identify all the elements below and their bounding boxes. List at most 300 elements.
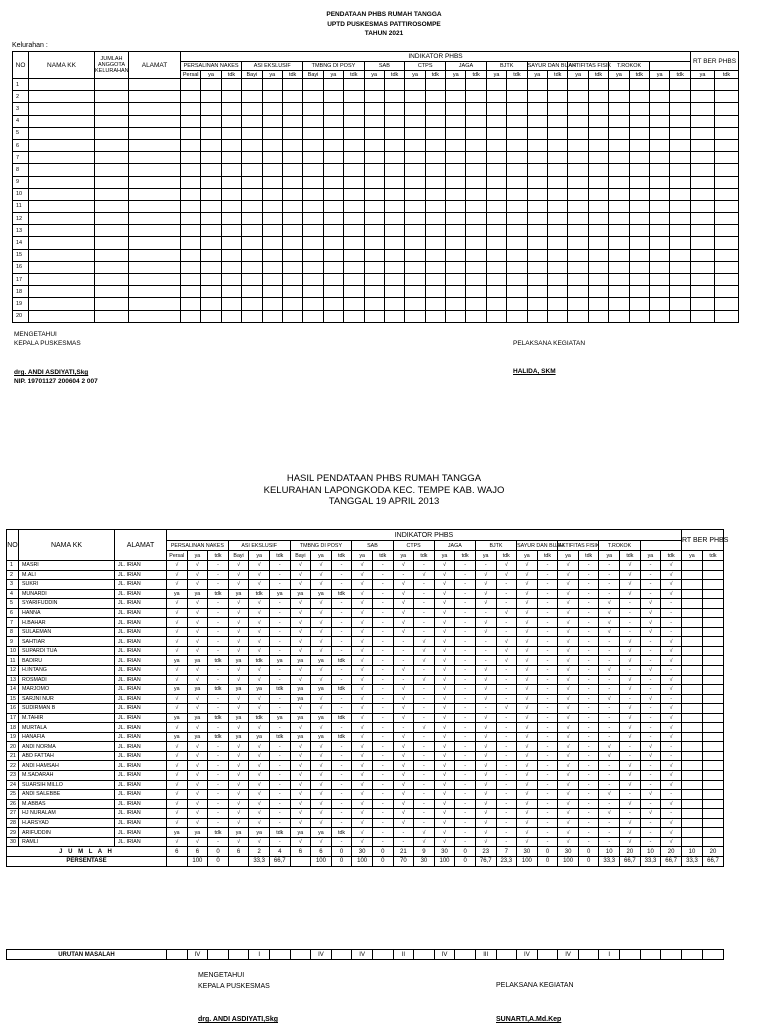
urutan-cell: [372, 950, 393, 960]
indikator-cell: √: [228, 799, 249, 809]
indikator-cell: -: [455, 780, 476, 790]
urutan-masalah-table: [6, 949, 724, 960]
empty-cell: [282, 164, 302, 176]
indikator-cell: √: [187, 742, 208, 752]
indikator-cell: -: [599, 675, 620, 685]
empty-cell: [629, 91, 649, 103]
indikator-cell: -: [620, 742, 641, 752]
indikator-cell: -: [372, 637, 393, 647]
empty-cell: [344, 79, 364, 91]
empty-cell: [303, 249, 323, 261]
empty-cell: [201, 103, 221, 115]
empty-cell: [95, 139, 129, 151]
alamat-cell: JL. IRIAN: [115, 713, 167, 723]
empty-cell: [129, 139, 181, 151]
empty-cell: [548, 115, 568, 127]
empty-cell: [568, 261, 588, 273]
empty-cell: [486, 79, 506, 91]
indikator-cell: -: [269, 704, 290, 714]
indikator-cell: -: [269, 599, 290, 609]
table-row: [7, 780, 724, 790]
sub-header: tdk: [578, 551, 599, 561]
empty-cell: [466, 310, 486, 322]
empty-cell: [262, 237, 282, 249]
indikator-cell: ya: [311, 828, 332, 838]
empty-cell: [303, 127, 323, 139]
empty-cell: [221, 79, 241, 91]
persentase-cell: 100: [352, 856, 373, 866]
empty-cell: [568, 310, 588, 322]
indikator-cell: √: [167, 799, 188, 809]
group-header: TMBNG DI POSY: [290, 541, 352, 551]
table-row: [7, 790, 724, 800]
indikator-cell: √: [620, 837, 641, 847]
indikator-cell: -: [578, 828, 599, 838]
indikator-cell: √: [187, 694, 208, 704]
indikator-cell: √: [517, 809, 538, 819]
indikator-cell: √: [558, 790, 579, 800]
indikator-cell: √: [393, 580, 414, 590]
indikator-cell: √: [414, 828, 435, 838]
indikator-cell: tdk: [208, 685, 229, 695]
group-header: ASI EKSLUSIF: [242, 62, 303, 71]
indikator-cell: √: [620, 799, 641, 809]
indikator-cell: -: [537, 761, 558, 771]
form1-signature-left: [14, 330, 81, 348]
empty-cell: [425, 164, 445, 176]
form2-title-block: [0, 473, 768, 508]
empty-cell: [649, 139, 669, 151]
indikator-cell: √: [558, 694, 579, 704]
urutan-cell: I: [599, 950, 620, 960]
jumlah-rt-cell: 10: [681, 847, 702, 857]
indikator-cell: -: [620, 790, 641, 800]
empty-cell: [670, 225, 691, 237]
empty-cell: [29, 249, 95, 261]
empty-cell: [715, 152, 739, 164]
empty-cell: [221, 91, 241, 103]
indikator-cell: √: [311, 742, 332, 752]
empty-cell: [629, 298, 649, 310]
row-number: 30: [7, 837, 19, 847]
indikator-cell: -: [208, 561, 229, 571]
empty-cell: [29, 310, 95, 322]
indikator-cell: -: [537, 742, 558, 752]
indikator-cell: √: [558, 656, 579, 666]
empty-cell: [691, 213, 715, 225]
empty-cell: [588, 225, 608, 237]
urutan-cell: [290, 950, 311, 960]
empty-cell: [527, 103, 547, 115]
indikator-cell: √: [352, 570, 373, 580]
indikator-cell: √: [558, 637, 579, 647]
nama-kk-cell: ROSMADI: [19, 675, 115, 685]
alamat-cell: JL. IRIAN: [115, 599, 167, 609]
empty-cell: [507, 164, 527, 176]
empty-cell: [466, 249, 486, 261]
rt-cell: [702, 837, 723, 847]
row-number: 12: [7, 666, 19, 676]
indikator-cell: ya: [290, 589, 311, 599]
indikator-cell: ya: [290, 694, 311, 704]
sub-header: ya: [249, 551, 270, 561]
jumlah-cell: 4: [269, 847, 290, 857]
nama-kk-cell: M.ALI: [19, 570, 115, 580]
sub-header: ya: [640, 551, 661, 561]
empty-cell: [649, 225, 669, 237]
persentase-cell: 66,7: [620, 856, 641, 866]
urutan-cell: IV: [434, 950, 455, 960]
row-number: 3: [7, 580, 19, 590]
indikator-cell: √: [228, 780, 249, 790]
indikator-cell: √: [517, 837, 538, 847]
empty-cell: [282, 127, 302, 139]
indikator-cell: -: [496, 723, 517, 733]
indikator-cell: √: [228, 837, 249, 847]
empty-cell: [405, 261, 425, 273]
empty-cell: [129, 213, 181, 225]
indikator-cell: √: [352, 627, 373, 637]
empty-cell: [691, 176, 715, 188]
indikator-cell: -: [661, 809, 682, 819]
empty-cell: [242, 237, 262, 249]
table-row: [7, 627, 724, 637]
empty-cell: [486, 164, 506, 176]
indikator-cell: -: [640, 771, 661, 781]
jumlah-label: J U M L A H: [7, 847, 167, 857]
persentase-cell: 66,7: [661, 856, 682, 866]
indikator-cell: -: [269, 837, 290, 847]
indikator-cell: -: [208, 694, 229, 704]
empty-cell: [548, 127, 568, 139]
empty-cell: [29, 164, 95, 176]
empty-cell: [670, 200, 691, 212]
empty-cell: [629, 164, 649, 176]
empty-cell: [670, 115, 691, 127]
empty-cell: [181, 188, 201, 200]
indikator-cell: √: [167, 780, 188, 790]
empty-cell: [715, 225, 739, 237]
empty-cell: [95, 115, 129, 127]
indikator-cell: -: [269, 761, 290, 771]
indikator-cell: -: [269, 666, 290, 676]
indikator-cell: -: [578, 723, 599, 733]
indikator-cell: √: [558, 723, 579, 733]
empty-cell: [242, 225, 262, 237]
indikator-cell: √: [640, 618, 661, 628]
indikator-cell: -: [372, 780, 393, 790]
empty-cell: [588, 274, 608, 286]
indikator-cell: -: [331, 809, 352, 819]
empty-cell: [670, 286, 691, 298]
sub-header: tdk: [282, 71, 302, 79]
indikator-cell: √: [434, 790, 455, 800]
empty-cell: [609, 237, 629, 249]
alamat-cell: JL. IRIAN: [115, 561, 167, 571]
empty-cell: [129, 103, 181, 115]
empty-cell: [29, 176, 95, 188]
empty-cell: [95, 188, 129, 200]
indikator-cell: -: [208, 809, 229, 819]
empty-cell: [221, 152, 241, 164]
empty-cell: [95, 176, 129, 188]
empty-cell: [344, 164, 364, 176]
indikator-cell: √: [187, 618, 208, 628]
indikator-cell: √: [517, 656, 538, 666]
empty-cell: [303, 164, 323, 176]
empty-cell: [323, 103, 343, 115]
sub-header: ya: [486, 71, 506, 79]
indikator-cell: -: [537, 580, 558, 590]
indikator-cell: -: [455, 589, 476, 599]
sub-header: Bayi: [303, 71, 323, 79]
indikator-cell: √: [599, 742, 620, 752]
row-number: 5: [13, 127, 29, 139]
empty-cell: [262, 298, 282, 310]
empty-cell: [486, 115, 506, 127]
row-number: 6: [13, 139, 29, 151]
rt-cell: [681, 799, 702, 809]
indikator-cell: √: [228, 561, 249, 571]
empty-cell: [364, 310, 384, 322]
rt-cell: [681, 599, 702, 609]
row-number: 7: [13, 152, 29, 164]
indikator-cell: -: [455, 637, 476, 647]
indikator-cell: √: [620, 713, 641, 723]
indikator-cell: √: [352, 837, 373, 847]
indikator-cell: -: [208, 608, 229, 618]
indikator-cell: ya: [290, 656, 311, 666]
empty-cell: [242, 139, 262, 151]
empty-cell: [527, 274, 547, 286]
rt-cell: [702, 694, 723, 704]
indikator-cell: √: [167, 570, 188, 580]
indikator-cell: √: [414, 837, 435, 847]
empty-cell: [568, 127, 588, 139]
indikator-cell: -: [537, 799, 558, 809]
sub-header: ya: [649, 71, 669, 79]
indikator-cell: √: [228, 599, 249, 609]
indikator-cell: √: [475, 780, 496, 790]
urutan-label: URUTAN MASALAH: [7, 950, 167, 960]
empty-cell: [405, 274, 425, 286]
indikator-cell: √: [352, 809, 373, 819]
empty-cell: [670, 310, 691, 322]
indikator-cell: -: [578, 837, 599, 847]
indikator-cell: -: [599, 713, 620, 723]
empty-cell: [282, 79, 302, 91]
indikator-cell: -: [537, 771, 558, 781]
empty-cell: [715, 91, 739, 103]
empty-cell: [548, 261, 568, 273]
empty-cell: [486, 152, 506, 164]
indikator-cell: √: [558, 704, 579, 714]
urutan-cell: [414, 950, 435, 960]
row-number: 22: [7, 761, 19, 771]
jumlah-cell: 0: [331, 847, 352, 857]
indikator-cell: √: [187, 561, 208, 571]
indikator-cell: √: [661, 589, 682, 599]
indikator-cell: -: [620, 618, 641, 628]
empty-cell: [691, 274, 715, 286]
nama-kk-cell: H.BAHAR: [19, 618, 115, 628]
persentase-cell: 66,7: [269, 856, 290, 866]
indikator-cell: -: [208, 570, 229, 580]
empty-cell: [486, 127, 506, 139]
empty-cell: [323, 176, 343, 188]
indikator-cell: √: [475, 627, 496, 637]
nama-kk-cell: SAHTIAR: [19, 637, 115, 647]
empty-cell: [242, 310, 262, 322]
indikator-cell: -: [372, 713, 393, 723]
indikator-cell: √: [517, 818, 538, 828]
empty-cell: [405, 127, 425, 139]
table-row: [7, 713, 724, 723]
indikator-cell: √: [352, 828, 373, 838]
group-header: TMBNG DI POSY: [303, 62, 364, 71]
empty-cell: [629, 225, 649, 237]
indikator-cell: √: [393, 742, 414, 752]
indikator-cell: -: [578, 646, 599, 656]
empty-cell: [405, 237, 425, 249]
indikator-cell: √: [599, 694, 620, 704]
empty-cell: [548, 213, 568, 225]
indikator-cell: √: [290, 704, 311, 714]
sub-header: ya: [364, 71, 384, 79]
empty-cell: [425, 310, 445, 322]
indikator-cell: √: [249, 627, 270, 637]
indikator-cell: -: [269, 618, 290, 628]
row-number: 15: [13, 249, 29, 261]
urutan-cell: I: [249, 950, 270, 960]
nama-kk-cell: SUPARDI TUA: [19, 646, 115, 656]
jumlah-cell: 10: [640, 847, 661, 857]
row-number: 14: [7, 685, 19, 695]
indikator-cell: √: [517, 685, 538, 695]
nama-kk-cell: ANDI SALEBBE: [19, 790, 115, 800]
empty-cell: [303, 213, 323, 225]
form1-title: PENDATAAN PHBS RUMAH TANGGA: [326, 11, 442, 18]
indikator-cell: -: [640, 704, 661, 714]
empty-cell: [95, 310, 129, 322]
empty-cell: [242, 286, 262, 298]
empty-cell: [344, 188, 364, 200]
indikator-cell: √: [311, 751, 332, 761]
empty-cell: [384, 79, 404, 91]
form2-signature-left: [198, 970, 270, 992]
empty-cell: [588, 164, 608, 176]
indikator-cell: -: [599, 580, 620, 590]
empty-cell: [568, 298, 588, 310]
empty-cell: [466, 103, 486, 115]
empty-cell: [221, 298, 241, 310]
indikator-cell: -: [331, 704, 352, 714]
indikator-cell: -: [331, 742, 352, 752]
group-header: SAB: [352, 541, 393, 551]
indikator-cell: √: [249, 570, 270, 580]
nama-kk-cell: ANDI HAMSAH: [19, 761, 115, 771]
empty-cell: [201, 91, 221, 103]
rt-cell: [681, 809, 702, 819]
empty-cell: [649, 200, 669, 212]
empty-cell: [384, 164, 404, 176]
empty-cell: [323, 237, 343, 249]
empty-cell: [221, 249, 241, 261]
indikator-cell: √: [393, 666, 414, 676]
indikator-cell: -: [208, 723, 229, 733]
indikator-cell: √: [661, 656, 682, 666]
empty-cell: [323, 79, 343, 91]
indikator-cell: √: [558, 809, 579, 819]
sub-header: tdk: [537, 551, 558, 561]
empty-cell: [507, 261, 527, 273]
empty-cell: [527, 139, 547, 151]
persentase-cell: 100: [434, 856, 455, 866]
indikator-cell: -: [640, 837, 661, 847]
empty-cell: [507, 298, 527, 310]
empty-cell: [344, 237, 364, 249]
empty-cell: [670, 298, 691, 310]
indikator-cell: √: [558, 780, 579, 790]
indikator-cell: √: [640, 666, 661, 676]
table-row: [7, 637, 724, 647]
indikator-cell: √: [187, 666, 208, 676]
indikator-cell: -: [496, 713, 517, 723]
indikator-cell: √: [290, 790, 311, 800]
sub-header: tdk: [269, 551, 290, 561]
jumlah-cell: 9: [414, 847, 435, 857]
indikator-cell: -: [578, 589, 599, 599]
rt-cell: [681, 837, 702, 847]
empty-cell: [609, 225, 629, 237]
empty-cell: [129, 188, 181, 200]
empty-cell: [691, 286, 715, 298]
empty-cell: [405, 79, 425, 91]
empty-cell: [715, 298, 739, 310]
indikator-cell: √: [517, 589, 538, 599]
indikator-cell: -: [455, 656, 476, 666]
empty-cell: [691, 237, 715, 249]
indikator-cell: tdk: [269, 828, 290, 838]
indikator-cell: √: [558, 818, 579, 828]
empty-cell: [527, 188, 547, 200]
indikator-cell: -: [269, 751, 290, 761]
empty-cell: [466, 200, 486, 212]
group-header: T.ROKOK: [599, 541, 640, 551]
indikator-cell: √: [187, 790, 208, 800]
table-row: [7, 675, 724, 685]
empty-cell: [715, 286, 739, 298]
empty-cell: [95, 103, 129, 115]
empty-cell: [181, 298, 201, 310]
row-number: 26: [7, 799, 19, 809]
row-number: 8: [7, 627, 19, 637]
indikator-cell: √: [517, 828, 538, 838]
indikator-cell: √: [620, 828, 641, 838]
indikator-cell: ya: [290, 685, 311, 695]
empty-cell: [129, 176, 181, 188]
indikator-cell: √: [311, 580, 332, 590]
urutan-cell: [167, 950, 188, 960]
rt-cell: [681, 828, 702, 838]
indikator-cell: ya: [269, 656, 290, 666]
indikator-cell: √: [187, 608, 208, 618]
indikator-cell: √: [311, 799, 332, 809]
urutan-cell: IV: [352, 950, 373, 960]
indikator-cell: -: [372, 732, 393, 742]
empty-cell: [181, 286, 201, 298]
indikator-cell: -: [640, 685, 661, 695]
